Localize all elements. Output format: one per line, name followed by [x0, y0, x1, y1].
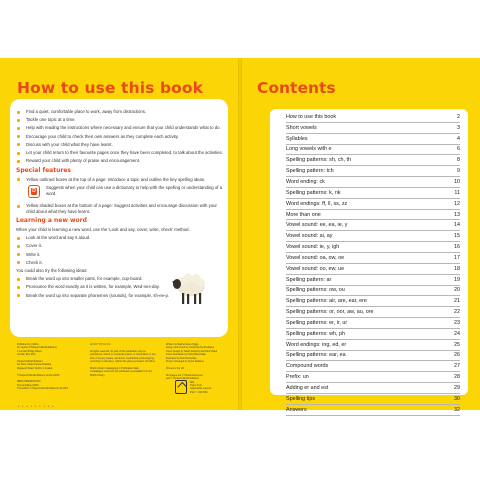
contents-entry-page: 21 [454, 298, 460, 305]
imprint-line: Paper from [190, 384, 202, 388]
contents-title: Contents [257, 79, 336, 97]
contents-entry-page: 14 [454, 222, 460, 229]
contents-entry-label: Spelling patterns: or, oor, aw, au, ore [286, 309, 374, 316]
contents-entry-page: 13 [454, 211, 460, 218]
fsc-logo [175, 380, 187, 394]
contents-entry-label: Spelling patterns: k, nk [286, 189, 341, 196]
contents-entry-page: 8 [457, 157, 460, 164]
contents-entry-page: 2 [457, 113, 460, 120]
imprint-line: Cover design by Sarah Duxbury and Paul Oates [166, 349, 218, 353]
contents-entry-label: Spelling patterns: wh, ph [286, 330, 346, 337]
imprint-line: Written by Rachel Axten-Higgs [166, 343, 199, 346]
imprint-line: British Library Cataloguing in Publication Data [90, 366, 139, 370]
imprint-line: form or by any means, electronic, mechanical, photocopying, [90, 356, 155, 360]
contents-entry-page: 6 [457, 146, 460, 153]
imprint-line: Illustrated by Rob McClurkan [166, 356, 197, 360]
contents-entry-page: 20 [454, 287, 460, 294]
feature-dictionary: D Suggests when your child can use a dictionary to help with the spelling or understanding of a word. [16, 185, 224, 199]
bullet-item: Break the word up into smaller parts, for example, cup-board. [16, 276, 224, 282]
contents-entry-page: 17 [454, 254, 460, 261]
contents-row [286, 318, 460, 329]
imprint-line: FSC™ C007454 [190, 390, 208, 394]
contents-entry-page: 22 [454, 309, 460, 316]
imprint-line: Printed in the UK [166, 366, 185, 370]
bottom-margin [0, 410, 480, 480]
contents-entry-label: Vowel sound: oa, ow, oe [286, 254, 345, 261]
contents-entry-page: 19 [454, 276, 460, 283]
intro-bullet-list [16, 109, 224, 164]
contents-row [286, 231, 460, 242]
bullet-item: Check it. [16, 260, 224, 266]
contents-entry-page: 10 [454, 178, 460, 185]
feature-outlined-boxes: Yellow outlined boxes at the top of a page: Introduce a topic and outline the key spelling ideas. [16, 177, 224, 183]
imprint-line: 1 London Bridge Street [17, 349, 42, 353]
contents-entry-label: Long vowels with e [286, 146, 332, 153]
contents-row [286, 145, 460, 156]
ideas-intro: You could also try the following ideas: [16, 268, 88, 274]
contents-entry-page: 29 [454, 385, 460, 392]
imprint-line: A Catalogue record for this publication is available from the [90, 370, 153, 374]
contents-row [286, 351, 460, 362]
bullet-item: Discuss with your child what they have learnt. [16, 142, 224, 148]
contents-entry-label: Word endings: ff, ll, ss, zz [286, 200, 348, 207]
contents-row [286, 253, 460, 264]
imprint-column-2 [90, 343, 156, 377]
imprint-line: First published 2015 [17, 383, 39, 387]
contents-entry-label: Adding er and est [286, 385, 329, 392]
sheep-illustration [172, 272, 208, 306]
contents-entry-page: 11 [454, 189, 460, 196]
imprint-line: An imprint of HarperCollinsPublishers [17, 346, 57, 350]
contents-entry-label: Vowel sound: ai, ay [286, 233, 333, 240]
contents-entry-page: 3 [457, 124, 460, 131]
contents-entry-label: Spelling patterns: sh, ch, th [286, 157, 352, 164]
contents-row [286, 166, 460, 177]
special-features-heading: Special features [16, 166, 71, 174]
contents-entry-label: Spelling patterns: ear, ea [286, 352, 346, 359]
learning-heading: Learning a new word [16, 217, 87, 225]
contents-entry-label: Word endings: ing, ed, er [286, 341, 347, 348]
contents-row [286, 134, 460, 145]
contents-entry-page: 32 [454, 406, 460, 413]
bullet-item: Reward your child with plenty of praise and encouragement. [16, 158, 224, 164]
contents-entry-page: 4 [457, 135, 460, 142]
contents-entry-label: Spelling patterns: er, ir, ur [286, 319, 348, 326]
contents-entry-label: Compound words [286, 363, 329, 370]
contents-entry-label: More than one [286, 211, 321, 218]
bullet-item: Tackle one topic at a time. [16, 117, 224, 123]
imprint-column-3 [166, 343, 217, 380]
contents-entry-page: 12 [454, 200, 460, 207]
bullet-item: Find a quiet, comfortable place to work, away from distractions. [16, 109, 224, 115]
contents-row [286, 123, 460, 134]
contents-row [286, 286, 460, 297]
feature-shaded-boxes: Yellow shaded boxes at the bottom of a page: Suggest activities and encourage discussion with your child about what they have learnt. [16, 203, 224, 214]
bullet-icon [17, 205, 20, 208]
contents-entry-page: 27 [454, 363, 460, 370]
learning-steps-list [16, 235, 224, 265]
contents-entry-page: 30 [454, 395, 460, 402]
imprint-line: London SE1 9GF [17, 353, 36, 357]
contents-list [286, 112, 460, 416]
contents-entry-label: Prefix: un [286, 374, 309, 381]
contents-row [286, 112, 460, 123]
contents-row [286, 361, 460, 372]
contents-row [286, 329, 460, 340]
bullet-item: Look at the word and say it aloud. [16, 235, 224, 241]
contents-entry-label: How to use this book [286, 113, 337, 120]
contents-entry-page: 9 [457, 168, 460, 175]
contents-row [286, 242, 460, 253]
bullet-icon [17, 178, 20, 181]
contents-entry-page: 24 [454, 330, 460, 337]
book-gutter [238, 58, 242, 410]
contents-entry-page: 23 [454, 319, 460, 326]
contents-row [286, 307, 460, 318]
imprint-line: Published by Collins [17, 343, 39, 346]
imprint-line: responsible sources [190, 387, 212, 391]
learning-intro: When your child is learning a new word, use the 'Look and say, cover, write, check' method. [16, 227, 190, 233]
contents-entry-label: Answers [286, 406, 307, 413]
imprint-line: and © HarperCollinsPublishers [166, 377, 199, 381]
imprint-line: All images are © Shutterstock.com [166, 373, 203, 377]
imprint-line: 1st Floor, Watermarque Building [17, 363, 52, 367]
contents-entry-label: Syllables [286, 135, 308, 142]
bullet-item: Write it. [16, 252, 224, 258]
contents-entry-page: 18 [454, 265, 460, 272]
contents-entry-label: Vowel sound: oo, ew, ue [286, 265, 345, 272]
imprint-line: recording or otherwise, without the prior permission of Collins. [90, 360, 156, 364]
bullet-item: Help with reading the instructions where necessary and ensure that your child understands what to do. [16, 125, 224, 131]
imprint-line: Project managed by Sonia Dawkins [166, 360, 204, 364]
imprint-line: This edition © HarperCollinsPublishers Ltd 2021 [17, 387, 68, 391]
imprint-line: All rights reserved. No part of this publication may be [90, 349, 146, 353]
contents-row [286, 177, 460, 188]
contents-row [286, 199, 460, 210]
fsc-label [190, 381, 211, 394]
contents-row [286, 220, 460, 231]
dictionary-icon: D [28, 185, 40, 198]
contents-entry-label: Vowel sound: ee, ea, ie, y [286, 222, 348, 229]
imprint-line: 10 9 8 7 6 5 4 3 2 1 [90, 343, 111, 346]
imprint-line: ISBN 9780008134372 [17, 380, 41, 384]
bullet-item: Pronounce the word exactly as it is written, for example, Wed-nes-day. [16, 284, 224, 290]
contents-entry-page: 15 [454, 233, 460, 240]
contents-entry-page: 26 [454, 352, 460, 359]
contents-row [286, 188, 460, 199]
contents-entry-label: Word ending: ck [286, 178, 325, 185]
imprint-line: British Library. [90, 373, 106, 377]
contents-entry-label: Spelling tips [286, 395, 316, 402]
imprint-line: HarperCollinsPublishers [17, 360, 43, 364]
contents-entry-page: 16 [454, 244, 460, 251]
contents-row [286, 264, 460, 275]
contents-entry-label: Spelling patterns: ow, ou [286, 287, 345, 294]
contents-row [286, 405, 460, 416]
bullet-item: Let your child return to their favourite pages once they have been completed, to talk about the activities. [16, 150, 224, 156]
imprint-line: © HarperCollinsPublishers Limited 2015 [17, 373, 60, 377]
imprint-line: Design and layout by Contentra Technologies [166, 346, 215, 350]
contents-entry-page: 25 [454, 341, 460, 348]
page-dots: • • • • • • • • • [18, 404, 55, 408]
contents-row [286, 155, 460, 166]
bullet-item: Break the word up into separate phonemes (sounds), for example, sh-ee-p. [16, 293, 224, 299]
contents-row [286, 296, 460, 307]
contents-card [270, 109, 468, 413]
bullet-item: Encourage your child to check their own answers as they complete each activity. [16, 134, 224, 140]
contents-row [286, 275, 460, 286]
imprint-line: reproduced, stored in a retrieval system, or transmitted, in any [90, 353, 156, 357]
contents-entry-label: Short vowels [286, 124, 317, 131]
contents-row [286, 372, 460, 383]
imprint-line: MIX [190, 381, 195, 384]
imprint-line: Ringsend Road, Dublin 4, Ireland [17, 366, 53, 370]
contents-row [286, 394, 460, 405]
contents-entry-label: Spelling pattern: ar [286, 276, 332, 283]
bullet-item: Cover it. [16, 243, 224, 249]
left-page-title: How to use this book [17, 79, 204, 97]
contents-entry-label: Spelling patterns: air, are, ear, ere [286, 298, 367, 305]
contents-entry-page: 28 [454, 374, 460, 381]
imprint-line: Cover illustration by Kathy Baxendale [166, 353, 206, 357]
imprint-column-1 [17, 343, 68, 391]
contents-entry-label: Vowel sound: ie, y, igh [286, 244, 340, 251]
contents-entry-label: Spelling pattern: tch [286, 168, 334, 175]
contents-row [286, 210, 460, 221]
contents-row [286, 340, 460, 351]
contents-row [286, 383, 460, 394]
